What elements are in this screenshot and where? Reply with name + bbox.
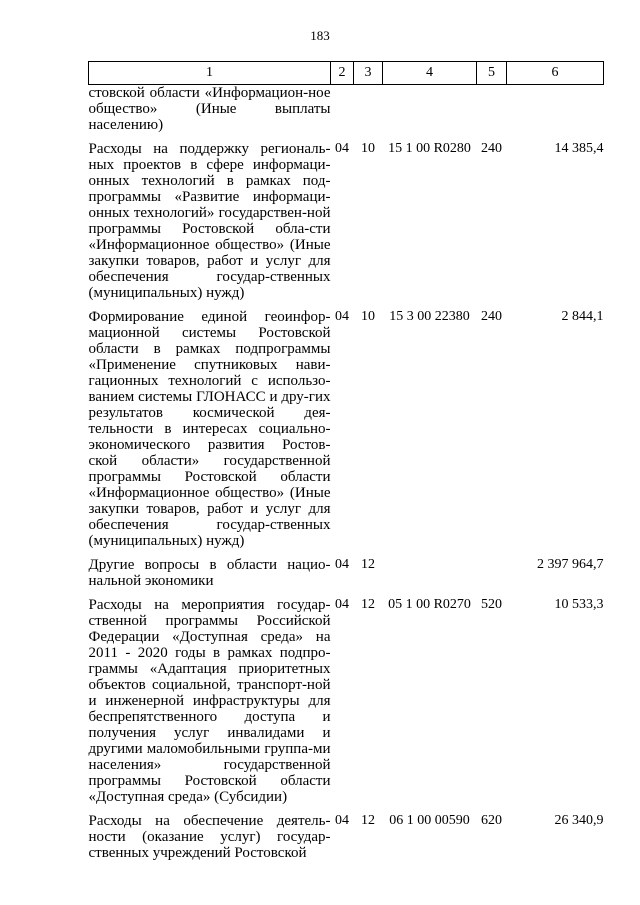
row-subsection: 12 [361,813,375,828]
row-amount: 10 533,3 [554,597,604,612]
row-spacer [89,589,604,597]
col-header-3: 3 [354,62,383,85]
col-header-1: 1 [89,62,331,85]
table-row [89,309,604,549]
row-amount: 26 340,9 [554,813,604,828]
row-amount: 2 844,1 [561,309,604,324]
row-name: Формирование единой геоинфор-мационной системы Ростовской области в рамках подпрограммы «Применение спутниковых нави-гационных технологий с использо-ванием системы ГЛОНАСС и дру-гих результатов космической дея-тельности в интересах социально-экономического развития Ростов-ской области» государственной программы Ростовской области «Информационное общество» (Иные закупки товаров, работ и услуг для обеспечения государ-ственных (муниципальных) нужд) [88,309,331,549]
row-subsection [354,85,383,134]
row-subsection: 10 [361,141,375,156]
col-header-6: 6 [507,62,604,85]
row-section: 04 [335,309,349,324]
col-header-5: 5 [477,62,507,85]
row-target-article: 05 1 00 R0270 [388,597,471,612]
table-row [89,557,604,589]
row-expense-type: 620 [481,813,502,828]
row-spacer [89,301,604,309]
row-spacer [89,549,604,557]
table-header-row [89,62,604,85]
col-header-2: 2 [331,62,354,85]
row-name: Другие вопросы в области нацио-нальной экономики [88,557,331,589]
row-expense-type: 240 [481,141,502,156]
row-name: Расходы на поддержку региональ-ных проектов в сфере информаци-онных технологий в рамках под-программы «Развитие информаци-онных технологий» государствен-ной программы Ростовской обла-сти «Информационное общество» (Иные закупки товаров, работ и услуг для обеспечения государ-ственных (муниципальных) нужд) [88,141,331,301]
table-row [89,85,604,134]
page-number: 183 [310,28,330,43]
col-header-4: 4 [383,62,477,85]
row-name: Расходы на мероприятия государ-ственной программы Российской Федерации «Доступная среда» на 2011 - 2020 годы в рамках подпро-граммы «Адаптация приоритетных объектов социальной, транспорт-ной и инженерной инфраструктуры для беспрепятственного доступа и получения услуг инвалидами и другими маломобильными группа-ми населения» государственной программы Ростовской области «Доступная среда» (Субсидии) [88,597,331,805]
row-section: 04 [335,813,349,828]
row-subsection: 10 [361,309,375,324]
row-target-article: 06 1 00 00590 [389,813,470,828]
row-subsection: 12 [361,597,375,612]
row-target-article: 15 1 00 R0280 [388,141,471,156]
row-expense-type: 240 [481,309,502,324]
row-section: 04 [335,597,349,612]
row-amount [507,85,604,134]
table-row [89,597,604,805]
budget-table [88,61,604,861]
row-spacer [89,133,604,141]
table-row [89,813,604,861]
row-amount: 14 385,4 [554,141,604,156]
row-expense-type [477,85,507,134]
row-expense-type [477,557,507,589]
row-target-article: 15 3 00 22380 [389,309,470,324]
table-row [89,141,604,301]
row-name: Расходы на обеспечение деятель-ности (оказание услуг) государ-ственных учреждений Ростовской [88,813,331,861]
row-expense-type: 520 [481,597,502,612]
row-section: 04 [335,141,349,156]
row-name: стовской области «Информацион-ное общество» (Иные выплаты населению) [88,85,331,133]
row-subsection: 12 [361,557,375,572]
row-amount: 2 397 964,7 [537,557,604,572]
row-target-article [383,85,477,134]
row-section: 04 [335,557,349,572]
row-target-article [383,557,477,589]
row-spacer [89,805,604,813]
row-section [331,85,354,134]
